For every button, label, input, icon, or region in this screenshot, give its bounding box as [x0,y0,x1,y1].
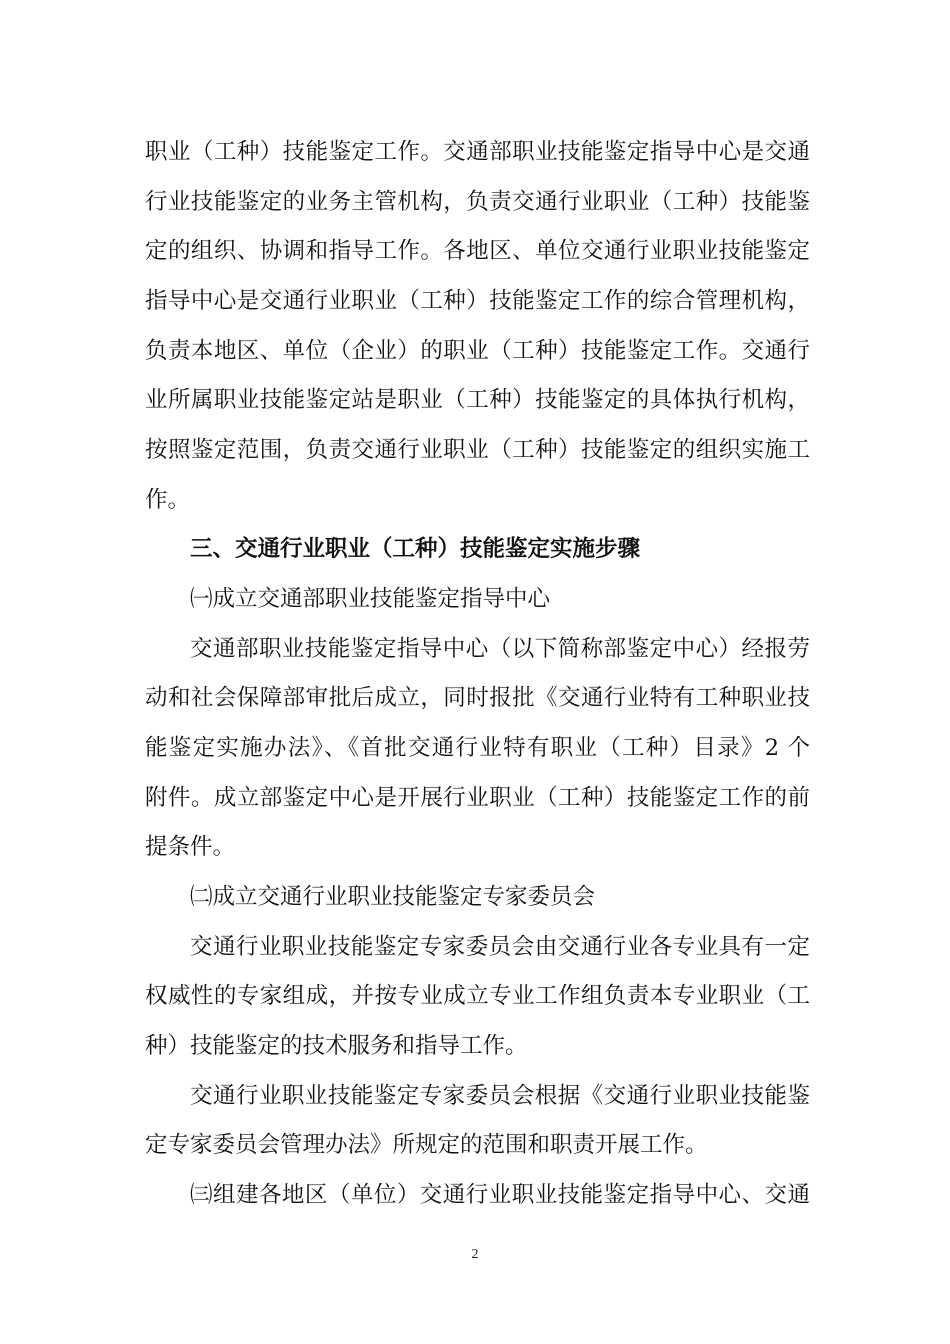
body-line: 定的组织、协调和指导工作。各地区、单位交通行业职业技能鉴定 [145,238,810,264]
subsection-heading: ㈢组建各地区（单位）交通行业职业技能鉴定指导中心、交通 [190,1182,810,1208]
paragraph-first-line: 交通部职业技能鉴定指导中心（以下简称部鉴定中心）经报劳 [190,636,810,662]
subsection-heading: ㈡成立交通行业职业技能鉴定专家委员会 [190,884,596,910]
body-line: 权威性的专家组成，并按专业成立专业工作组负责本专业职业（工 [145,983,810,1009]
body-line: 指导中心是交通行业职业（工种）技能鉴定工作的综合管理机构， [145,288,810,314]
body-line: 行业技能鉴定的业务主管机构，负责交通行业职业（工种）技能鉴 [145,189,810,215]
body-line: 提条件。 [145,834,236,860]
subsection-heading: ㈠成立交通部职业技能鉴定指导中心 [190,586,551,612]
body-line: 能鉴定实施办法》、《首批交通行业特有职业（工种）目录》2 个 [145,735,810,761]
paragraph-first-line: 交通行业职业技能鉴定专家委员会由交通行业各专业具有一定 [190,934,810,960]
body-line: 按照鉴定范围，负责交通行业职业（工种）技能鉴定的组织实施工 [145,437,810,463]
paragraph-first-line: 交通行业职业技能鉴定专家委员会根据《交通行业职业技能鉴 [190,1083,810,1109]
body-line: 动和社会保障部审批后成立，同时报批《交通行业特有工种职业技 [145,685,810,711]
body-line: 种）技能鉴定的技术服务和指导工作。 [145,1033,528,1059]
page-number: 2 [471,1247,479,1262]
body-line: 定专家委员会管理办法》所规定的范围和职责开展工作。 [145,1132,708,1158]
body-line: 作。 [145,487,191,513]
body-line: 职业（工种）技能鉴定工作。交通部职业技能鉴定指导中心是交通 [145,139,810,165]
section-heading: 三、交通行业职业（工种）技能鉴定实施步骤 [190,536,641,562]
body-line: 业所属职业技能鉴定站是职业（工种）技能鉴定的具体执行机构， [145,387,810,413]
body-line: 负责本地区、单位（企业）的职业（工种）技能鉴定工作。交通行 [145,338,810,364]
body-line: 附件。成立部鉴定中心是开展行业职业（工种）技能鉴定工作的前 [145,785,810,811]
